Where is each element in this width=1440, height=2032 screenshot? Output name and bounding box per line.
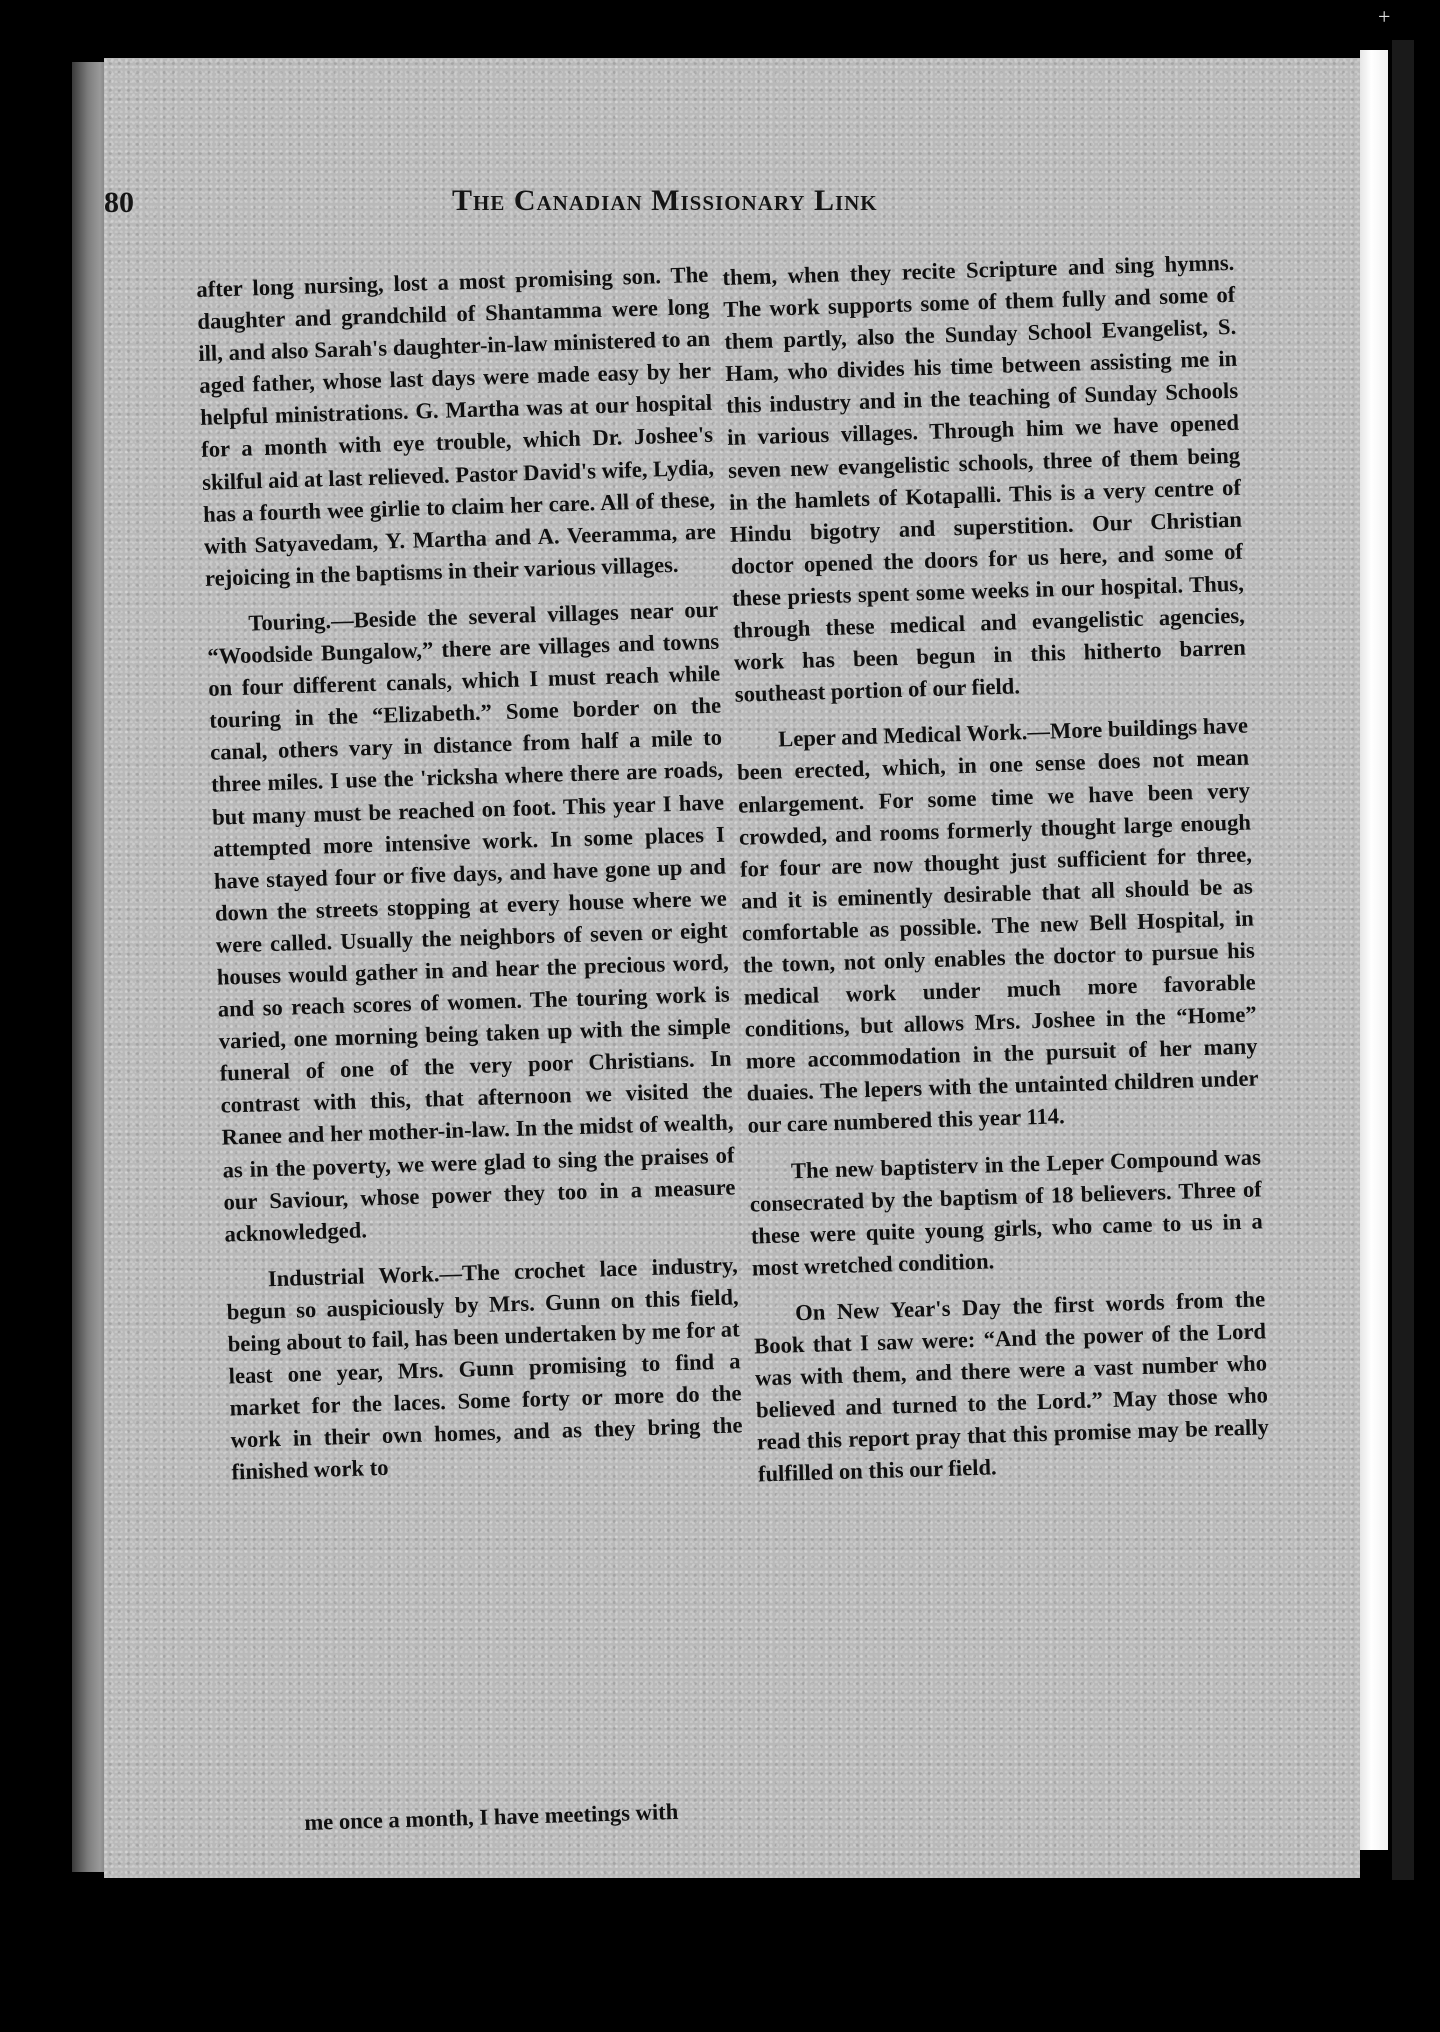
- page-edge: [1360, 50, 1388, 1850]
- paragraph: Touring.—Beside the several villages near our “Woodside Bungalow,” there are villages and towns on four different canals, which I must reach while touring in the “Elizabeth.” Some border on the canal, others vary in distance from half a mile to three miles. I use the 'ricksha where there are roads, but many must be reached on foot. This year I have attempted more intensive work. In some places I have stayed four or five days, and have gone up and down the streets stopping at every house where we were called. Usually the neighbors of seven or eight houses would gather in and hear the precious word, and so reach scores of women. The touring work is varied, one morning being taken up with the simple funeral of one of the very poor Christians. In contrast with this, that afternoon we visited the Ranee and her mother-in-law. In the midst of wealth, as in the poverty, we were glad to sing the praises of our Saviour, whose power they too in a measure acknowledged.: [206, 596, 736, 1247]
- continuation-line: me once a month, I have meetings with: [304, 1798, 679, 1835]
- page-number: 80: [104, 186, 134, 219]
- paragraph: On New Year's Day the first words from the Book that I saw were: “And the power of the Lord was with them, and there were a vast number who believed and turned to the Lord.” May those who read this report pray that this promise may be really fulfilled on this our field.: [753, 1286, 1270, 1487]
- corner-mark: +: [1378, 4, 1391, 29]
- paragraph: after long nursing, lost a most promising son. The daughter and grandchild of Shantamma were long ill, and also Sarah's daughter-in-law ministered to an aged father, whose last days were made easy by her helpful ministrations. G. Martha was at our hospital for a month with eye trouble, which Dr. Joshee's skilful aid at last relieved. Pastor David's wife, Lydia, has a fourth wee girlie to claim her care. All of these, with Satyavedam, Y. Martha and A. Veeramma, are rejoicing in the baptisms in their various villages.: [196, 261, 717, 591]
- paragraph: them, when they recite Scripture and sing hymns. The work supports some of them fully and some of them partly, also the Sunday School Evangelist, S. Ham, who divides his time between assisting me in this industry and in the teaching of Sunday Schools in various villages. Through him we have opened seven new evangelistic schools, three of them being in the hamlets of Kotapalli. This is a very centre of Hindu bigotry and superstition. Our Christian doctor opened the doors for us here, and some of these priests spent some weeks in our hospital. Thus, through these medical and evangelistic agencies, work has been begun in this hitherto barren southeast portion of our field.: [722, 249, 1247, 708]
- paragraph: The new baptisterv in the Leper Compound was consecrated by the baptism of 18 believers. Three of these were quite young girls, who came to us in a most wretched condition.: [749, 1143, 1264, 1281]
- left-column: [196, 259, 744, 1503]
- scan-border: [1392, 40, 1414, 1880]
- paragraph: Leper and Medical Work.—More buildings have been erected, which, in one sense does not mean enlargement. For some time we have been very crowded, and rooms formerly thought large enough for four are now thought just sufficient for three, and it is eminently desirable that all should be as comfortable as possible. The new Bell Hospital, in the town, not only enables the doctor to pursue his medical work under much more favorable conditions, but allows Mrs. Joshee in the “Home” more accommodation in the pursuit of her many duaies. The lepers with the untainted children under our care numbered this year 114.: [736, 712, 1259, 1139]
- running-title: The Canadian Missionary Link: [452, 184, 878, 217]
- paragraph: Industrial Work.—The crochet lace industry, begun so auspiciously by Mrs. Gunn on this field, being about to fail, has been undertaken by me for at least one year, Mrs. Gunn promising to find a market for the laces. Some forty or more do the work in their own homes, and as they bring the finished work to: [226, 1252, 743, 1485]
- right-column: [722, 247, 1271, 1505]
